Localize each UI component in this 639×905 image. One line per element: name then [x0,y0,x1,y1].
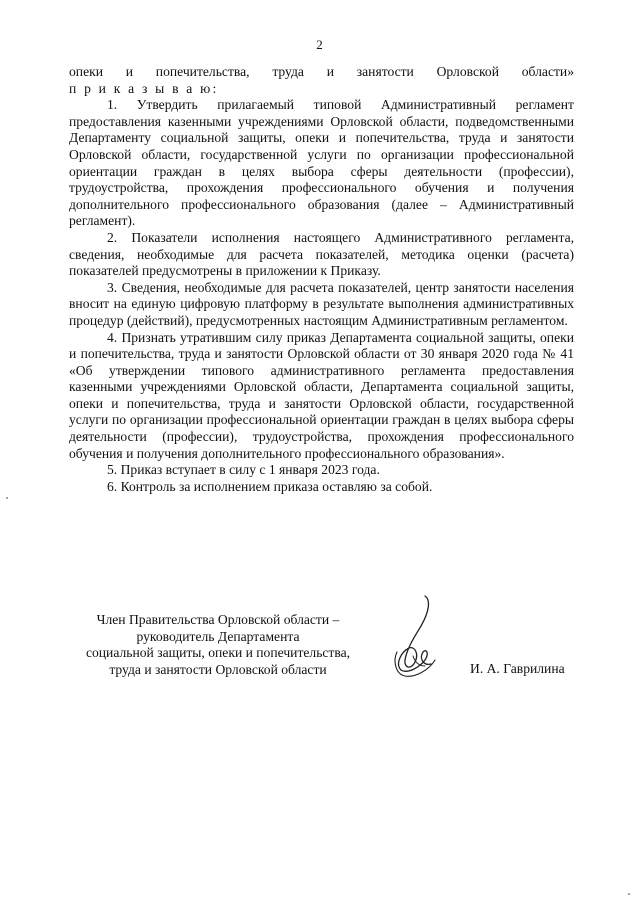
paragraph-item-3: 3. Сведения, необходимые для расчета показателей, центр занятости населения вносит на единую цифровую платформу в результате выполнения административных процедур (действий), предусмотренных настоящим Административным регламентом. [69,279,574,328]
paragraph-intro-line: опеки и попечительства, труда и занятости Орловской области» [69,64,574,79]
paragraph-item-5: 5. Приказ вступает в силу с 1 января 2023 года. [107,462,380,478]
signatory-line-4: труда и занятости Орловской области [109,661,327,677]
paragraph-item-6: 6. Контроль за исполнением приказа оставляю за собой. [107,478,433,494]
signatory-line-2: руководитель Департамента [136,628,300,644]
paragraph-item-4: 4. Признать утратившим силу приказ Департамента социальной защиты, опеки и попечительства, труда и занятости Орловской области от 30 января 2020 года № 41 «Об утверждении типового административного регламента предоставления казенными учреждениями Орловской области, Департамента социальной защиты, опеки и попечительства, труда и занятости Орловской области, государственной услуги по организации профессиональной ориентации граждан в целях выбора сферы деятельности (профессии), трудоустройства, прохождения профессионального обучения и получения дополнительного профессионального образования». [69,329,574,461]
scan-speck [6,497,8,499]
signatory-position [68,612,368,678]
handwritten-signature [385,590,455,690]
scan-speck [628,893,630,895]
signer-name: И. А. Гаврилина [470,661,565,676]
signatory-line-3: социальной защиты, опеки и попечительства, [85,645,351,661]
order-keyword: п р и к а з ы в а ю: [69,80,219,96]
page-number: 2 [316,37,323,52]
document-body [69,64,574,495]
paragraph-item-2: 2. Показатели исполнения настоящего Административного регламента, сведения, необходимые для расчета показателей, методика оценки (расчета) показателей предусмотрены в приложении к Приказу. [69,229,574,279]
signatory-line-1: Член Правительства Орловской области – [96,612,340,627]
paragraph-item-1: 1. Утвердить прилагаемый типовой Административный регламент предоставления казенными учреждениями Орловской области, подведомственными Департаменту социальной защиты, опеки и попечительства, труда и занятости Орловской области, государственной услуги по организации профессиональной ориентации граждан в целях выбора сферы деятельности (профессии), трудоустройства, прохождения профессионального обучения и получения дополнительного профессионального образования (далее – Административный регламент). [69,97,574,229]
